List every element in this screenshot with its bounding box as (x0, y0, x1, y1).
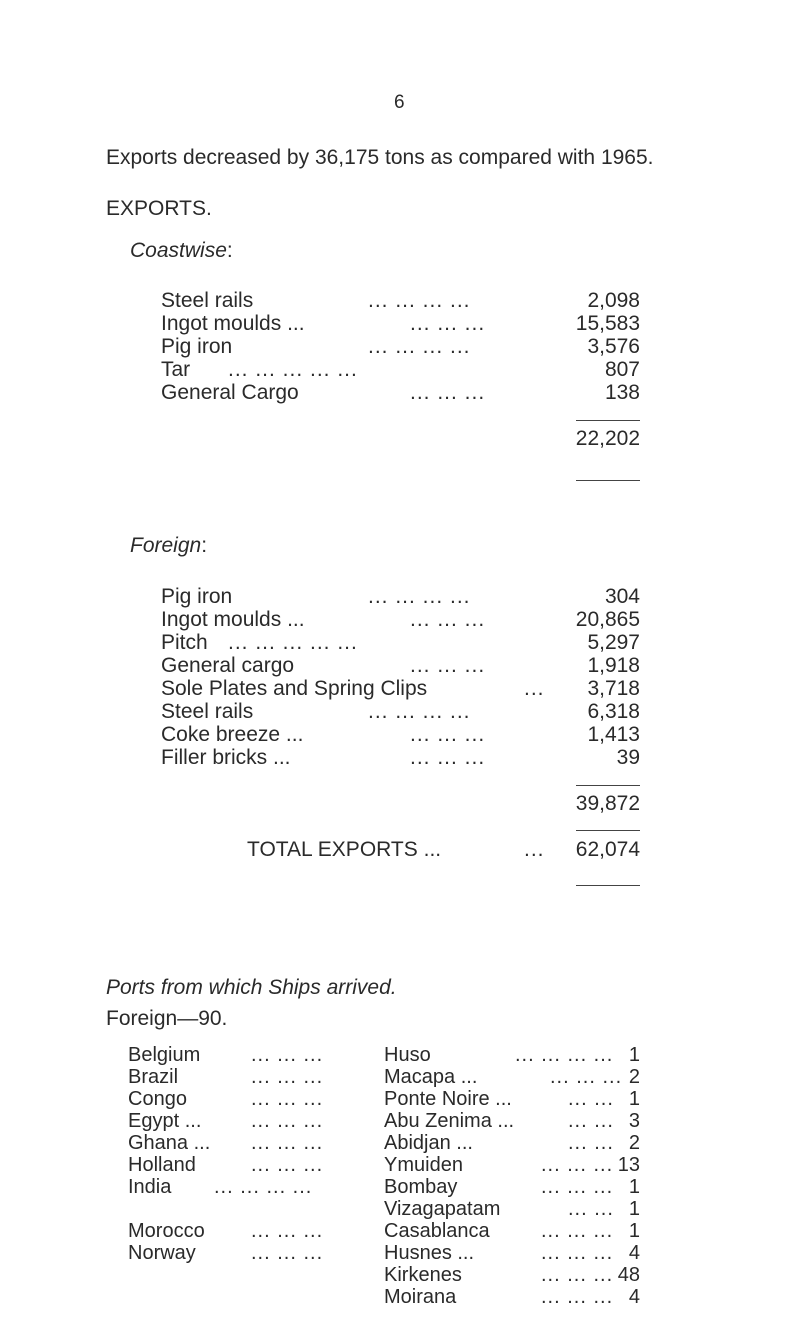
total-exports-value: 62,074 (575, 838, 640, 861)
country-label: Norway (128, 1242, 196, 1264)
ship-count: 4 (628, 1242, 640, 1264)
leader-dots: ... (524, 677, 545, 700)
leader-dots: ... ... ... (251, 1088, 324, 1110)
total-exports-label: TOTAL EXPORTS ... (247, 838, 442, 861)
leader-dots: ... ... (568, 1132, 614, 1154)
leader-dots: ... ... ... (541, 1176, 614, 1198)
leader-dots: ... ... ... (541, 1154, 614, 1176)
leader-dots: ... ... ... ... (368, 335, 471, 358)
coastwise-item-label: Pig iron (161, 335, 233, 358)
ship-count: 48 (617, 1264, 640, 1286)
sum-rule (576, 420, 640, 421)
ship-count: 3 (628, 1110, 640, 1132)
port-label: Casablanca (384, 1220, 490, 1242)
country-label: Brazil (128, 1066, 179, 1088)
ship-count: 1 (628, 1198, 640, 1220)
sum-rule (576, 885, 640, 886)
country-label: Congo (128, 1088, 187, 1110)
foreign-item-value: 39 (616, 746, 640, 769)
coastwise-item-value: 15,583 (575, 312, 640, 335)
leader-dots: ... ... ... (541, 1286, 614, 1308)
ship-count: 13 (617, 1154, 640, 1176)
foreign-item-value: 1,918 (587, 654, 640, 677)
coastwise-item-label: Ingot moulds ... (161, 312, 305, 335)
leader-dots: ... ... ... (251, 1110, 324, 1132)
leader-dots: ... ... ... (550, 1066, 623, 1088)
leader-dots: ... ... ... ... ... (228, 631, 358, 654)
leader-dots: ... ... ... (251, 1154, 324, 1176)
port-label: Husnes ... (384, 1242, 475, 1264)
foreign-heading: Foreign: (130, 534, 208, 557)
coastwise-item-value: 807 (604, 358, 640, 381)
leader-dots: ... ... ... (410, 312, 486, 335)
coastwise-item-label: Tar (161, 358, 191, 381)
ship-count: 1 (628, 1044, 640, 1066)
coastwise-item-label: General Cargo (161, 381, 299, 404)
coastwise-item-value: 3,576 (587, 335, 640, 358)
foreign-item-label: Pitch (161, 631, 208, 654)
leader-dots: ... ... ... (410, 381, 486, 404)
leader-dots: ... ... ... ... (368, 289, 471, 312)
leader-dots: ... ... ... ... (515, 1044, 614, 1066)
leader-dots: ... ... ... ... ... (228, 358, 358, 381)
ship-count: 2 (628, 1132, 640, 1154)
leader-dots: ... ... ... ... (214, 1176, 313, 1198)
foreign-item-label: General cargo (161, 654, 295, 677)
foreign-total: 39,872 (575, 792, 640, 815)
foreign-item-value: 304 (604, 585, 640, 608)
country-label: Belgium (128, 1044, 201, 1066)
leader-dots: ... ... ... (541, 1242, 614, 1264)
port-label: Ponte Noire ... (384, 1088, 512, 1110)
coastwise-item-value: 2,098 (587, 289, 640, 312)
port-label: Vizagapatam (384, 1198, 501, 1220)
leader-dots: ... ... ... (410, 608, 486, 631)
leader-dots: ... ... ... (251, 1066, 324, 1088)
leader-dots: ... ... (568, 1088, 614, 1110)
country-label: Holland (128, 1154, 196, 1176)
ship-count: 4 (628, 1286, 640, 1308)
ports-heading: Ports from which Ships arrived. (106, 976, 397, 999)
sum-rule (576, 480, 640, 481)
coastwise-item-value: 138 (604, 381, 640, 404)
ports-subheading: Foreign—90. (106, 1007, 228, 1030)
leader-dots: ... ... ... (251, 1132, 324, 1154)
foreign-item-value: 1,413 (587, 723, 640, 746)
intro-sentence: Exports decreased by 36,175 tons as compared with 1965. (106, 146, 654, 169)
foreign-item-label: Coke breeze ... (161, 723, 304, 746)
foreign-item-value: 20,865 (575, 608, 640, 631)
port-label: Ymuiden (384, 1154, 463, 1176)
leader-dots: ... ... ... (541, 1264, 614, 1286)
foreign-item-value: 6,318 (587, 700, 640, 723)
leader-dots: ... ... ... ... (368, 585, 471, 608)
country-label: Ghana ... (128, 1132, 211, 1154)
foreign-item-label: Steel rails (161, 700, 254, 723)
leader-dots: ... ... ... (410, 654, 486, 677)
port-label: Abu Zenima ... (384, 1110, 515, 1132)
port-label: Macapa ... (384, 1066, 478, 1088)
country-label: Morocco (128, 1220, 205, 1242)
foreign-item-value: 5,297 (587, 631, 640, 654)
ship-count: 1 (628, 1220, 640, 1242)
foreign-item-label: Filler bricks ... (161, 746, 291, 769)
leader-dots: ... ... ... (251, 1242, 324, 1264)
port-label: Abidjan ... (384, 1132, 473, 1154)
coastwise-heading: Coastwise: (130, 239, 233, 262)
leader-dots: ... ... (568, 1110, 614, 1132)
exports-heading: EXPORTS. (106, 197, 212, 220)
port-label: Bombay (384, 1176, 458, 1198)
leader-dots: ... ... (568, 1198, 614, 1220)
leader-dots: ... ... ... (541, 1220, 614, 1242)
coastwise-total: 22,202 (575, 427, 640, 450)
port-label: Huso (384, 1044, 431, 1066)
ship-count: 2 (628, 1066, 640, 1088)
leader-dots: ... ... ... ... (368, 700, 471, 723)
port-label: Kirkenes (384, 1264, 462, 1286)
leader-dots: ... ... ... (251, 1220, 324, 1242)
ship-count: 1 (628, 1088, 640, 1110)
ship-count: 1 (628, 1176, 640, 1198)
sum-rule (576, 830, 640, 831)
coastwise-item-label: Steel rails (161, 289, 254, 312)
foreign-item-value: 3,718 (587, 677, 640, 700)
leader-dots: ... (524, 838, 545, 861)
country-label: Egypt ... (128, 1110, 202, 1132)
country-label: India (128, 1176, 172, 1198)
leader-dots: ... ... ... (410, 746, 486, 769)
page-number: 6 (394, 92, 405, 113)
foreign-item-label: Ingot moulds ... (161, 608, 305, 631)
foreign-item-label: Pig iron (161, 585, 233, 608)
foreign-item-label: Sole Plates and Spring Clips (161, 677, 428, 700)
leader-dots: ... ... ... (251, 1044, 324, 1066)
port-label: Moirana (384, 1286, 457, 1308)
sum-rule (576, 785, 640, 786)
leader-dots: ... ... ... (410, 723, 486, 746)
